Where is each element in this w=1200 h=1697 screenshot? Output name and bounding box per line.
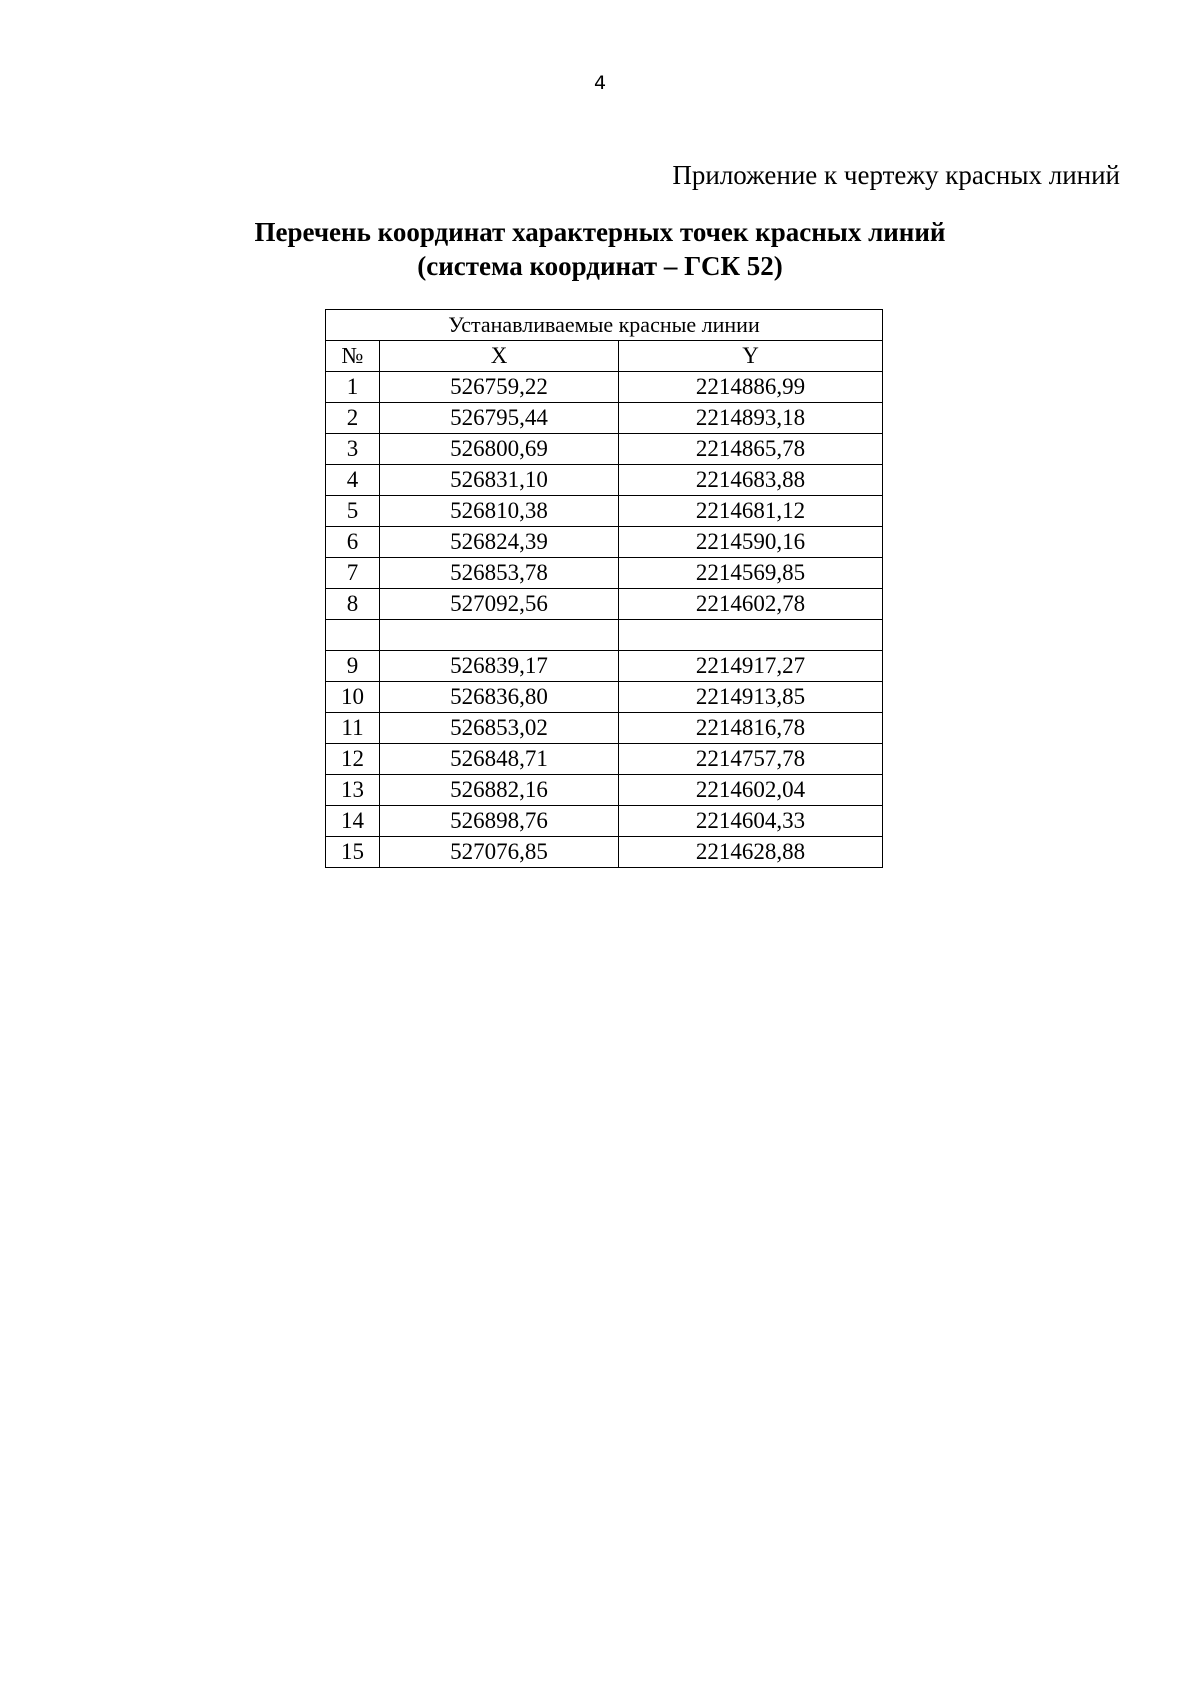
title-line-2: (система координат – ГСК 52) bbox=[417, 251, 783, 281]
point-number-cell: 7 bbox=[326, 558, 380, 589]
y-coordinate-cell: 2214628,88 bbox=[619, 837, 883, 868]
point-number-cell: 3 bbox=[326, 434, 380, 465]
y-coordinate-cell: 2214917,27 bbox=[619, 651, 883, 682]
point-number-cell: 14 bbox=[326, 806, 380, 837]
point-number-cell: 1 bbox=[326, 372, 380, 403]
header-x: X bbox=[380, 341, 619, 372]
y-coordinate-cell: 2214602,04 bbox=[619, 775, 883, 806]
table-row bbox=[326, 806, 883, 837]
x-coordinate-cell: 527076,85 bbox=[380, 837, 619, 868]
y-coordinate-cell: 2214602,78 bbox=[619, 589, 883, 620]
table-row bbox=[326, 465, 883, 496]
table-row bbox=[326, 558, 883, 589]
table-row bbox=[326, 682, 883, 713]
table-row bbox=[326, 527, 883, 558]
y-coordinate-cell: 2214683,88 bbox=[619, 465, 883, 496]
y-coordinate-cell: 2214816,78 bbox=[619, 713, 883, 744]
y-coordinate-cell: 2214913,85 bbox=[619, 682, 883, 713]
y-coordinate-cell: 2214893,18 bbox=[619, 403, 883, 434]
document-title bbox=[0, 215, 1200, 283]
page-number: 4 bbox=[593, 72, 607, 94]
table-row bbox=[326, 496, 883, 527]
table-row bbox=[326, 651, 883, 682]
table-row bbox=[326, 620, 883, 651]
table-caption: Устанавливаемые красные линии bbox=[326, 310, 883, 341]
point-number-cell: 12 bbox=[326, 744, 380, 775]
table-row bbox=[326, 744, 883, 775]
x-coordinate-cell: 526853,78 bbox=[380, 558, 619, 589]
x-coordinate-cell: 526839,17 bbox=[380, 651, 619, 682]
table-caption-row bbox=[326, 310, 883, 341]
table-row bbox=[326, 372, 883, 403]
appendix-note: Приложение к чертежу красных линий bbox=[672, 160, 1120, 190]
y-coordinate-cell bbox=[619, 620, 883, 651]
y-coordinate-cell: 2214590,16 bbox=[619, 527, 883, 558]
x-coordinate-cell: 526800,69 bbox=[380, 434, 619, 465]
point-number-cell: 2 bbox=[326, 403, 380, 434]
point-number-cell: 13 bbox=[326, 775, 380, 806]
coordinates-table bbox=[325, 309, 883, 868]
header-y: Y bbox=[619, 341, 883, 372]
table-row bbox=[326, 713, 883, 744]
point-number-cell: 5 bbox=[326, 496, 380, 527]
y-coordinate-cell: 2214569,85 bbox=[619, 558, 883, 589]
x-coordinate-cell: 526853,02 bbox=[380, 713, 619, 744]
x-coordinate-cell: 527092,56 bbox=[380, 589, 619, 620]
x-coordinate-cell: 526882,16 bbox=[380, 775, 619, 806]
table-row bbox=[326, 403, 883, 434]
y-coordinate-cell: 2214604,33 bbox=[619, 806, 883, 837]
point-number-cell: 11 bbox=[326, 713, 380, 744]
table-row bbox=[326, 589, 883, 620]
point-number-cell: 9 bbox=[326, 651, 380, 682]
table-header-row bbox=[326, 341, 883, 372]
x-coordinate-cell bbox=[380, 620, 619, 651]
x-coordinate-cell: 526831,10 bbox=[380, 465, 619, 496]
y-coordinate-cell: 2214757,78 bbox=[619, 744, 883, 775]
x-coordinate-cell: 526848,71 bbox=[380, 744, 619, 775]
x-coordinate-cell: 526810,38 bbox=[380, 496, 619, 527]
table-row bbox=[326, 775, 883, 806]
x-coordinate-cell: 526898,76 bbox=[380, 806, 619, 837]
y-coordinate-cell: 2214865,78 bbox=[619, 434, 883, 465]
table-row bbox=[326, 837, 883, 868]
x-coordinate-cell: 526795,44 bbox=[380, 403, 619, 434]
x-coordinate-cell: 526836,80 bbox=[380, 682, 619, 713]
point-number-cell: 4 bbox=[326, 465, 380, 496]
y-coordinate-cell: 2214681,12 bbox=[619, 496, 883, 527]
table-row bbox=[326, 434, 883, 465]
x-coordinate-cell: 526824,39 bbox=[380, 527, 619, 558]
title-line-1: Перечень координат характерных точек красных линий bbox=[254, 217, 946, 247]
x-coordinate-cell: 526759,22 bbox=[380, 372, 619, 403]
point-number-cell: 10 bbox=[326, 682, 380, 713]
point-number-cell: 6 bbox=[326, 527, 380, 558]
point-number-cell: 8 bbox=[326, 589, 380, 620]
point-number-cell: 15 bbox=[326, 837, 380, 868]
point-number-cell bbox=[326, 620, 380, 651]
header-number: № bbox=[326, 341, 380, 372]
y-coordinate-cell: 2214886,99 bbox=[619, 372, 883, 403]
